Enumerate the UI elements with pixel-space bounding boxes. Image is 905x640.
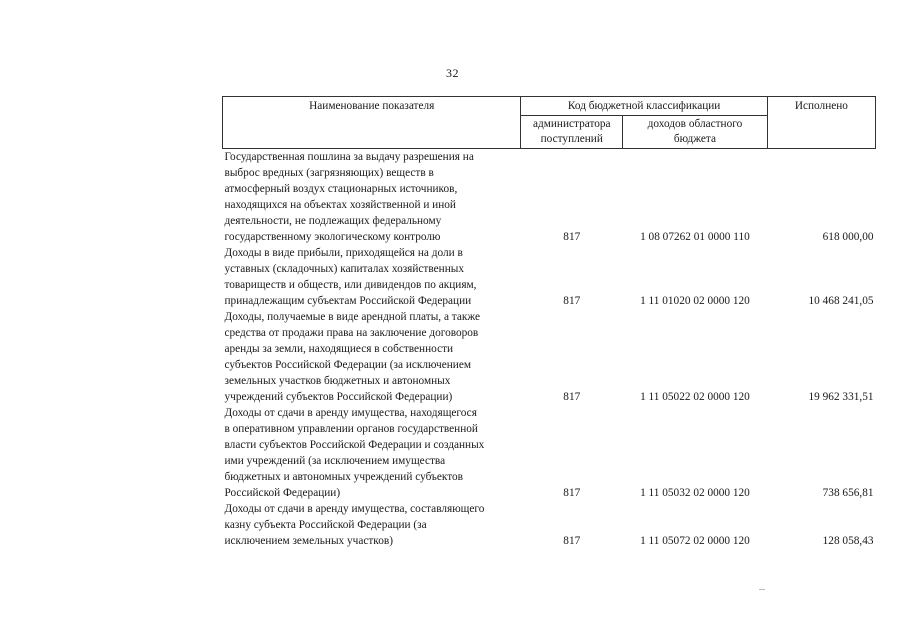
table-row [223,309,876,405]
row-indicator-name [223,245,521,309]
text-line: уставных (складочных) капиталах хозяйственных [224,263,464,275]
table-row [223,245,876,309]
text-line: средства от продажи права на заключение договоров [224,327,479,339]
text-line: исключением земельных участков) [224,535,393,547]
column-header-administrator [521,116,623,149]
text-line: аренды за земли, находящиеся в собственности [224,343,454,355]
column-header-executed: Исполнено [767,97,875,149]
header-line: бюджета [673,133,716,145]
text-line: Государственная пошлина за выдачу разрешения на [224,151,474,163]
row-administrator-code: 817 [563,391,581,403]
row-executed-amount: 128 058,43 [822,535,874,547]
row-indicator-name [223,309,521,405]
table-row [223,501,876,549]
column-header-income-code [623,116,768,149]
text-line: находящихся на объектах хозяйственной и иной [224,199,456,211]
row-budget-code: 1 11 01020 02 0000 120 [640,295,750,307]
row-executed-amount: 738 656,81 [822,487,874,499]
column-header-budget-code: Код бюджетной классификации [521,97,767,116]
text-line: казну субъекта Российской Федерации (за [224,519,427,531]
row-budget-code: 1 11 05032 02 0000 120 [640,487,750,499]
text-line: товариществ и обществ, или дивидендов по акциям, [224,279,477,291]
row-executed-amount: 618 000,00 [822,231,874,243]
table-row [223,149,876,246]
table-row [223,405,876,501]
page-number: 32 [446,66,459,80]
text-line: власти субъектов Российской Федерации и созданных [224,439,485,451]
text-line: ими учреждений (за исключением имущества [224,455,446,467]
row-executed-amount: 19 962 331,51 [808,391,874,403]
text-line: деятельности, не подлежащих федеральному [224,215,442,227]
row-administrator-code: 817 [563,487,581,499]
scan-artifact [759,589,765,590]
header-line: администратора [532,118,611,130]
text-line: Доходы от сдачи в аренду имущества, составляющего [224,503,485,515]
row-budget-code: 1 11 05022 02 0000 120 [640,391,750,403]
text-line: Доходы в виде прибыли, приходящейся на доли в [224,247,463,259]
text-line: в оперативном управлении органов государственной [224,423,478,435]
budget-revenue-table [222,96,876,549]
header-line: поступлений [540,133,603,145]
text-line: субъектов Российской Федерации (за исключением [224,359,472,371]
text-line: бюджетных и автономных учреждений субъектов [224,471,464,483]
text-line: Доходы, получаемые в виде арендной платы, а также [224,311,481,323]
text-line: Российской Федерации) [224,487,341,499]
text-line: учреждений субъектов Российской Федерации) [224,391,453,403]
row-budget-code: 1 11 05072 02 0000 120 [640,535,750,547]
row-administrator-code: 817 [563,295,581,307]
text-line: атмосферный воздух стационарных источников, [224,183,458,195]
row-indicator-name [223,149,521,246]
row-executed-amount: 10 468 241,05 [808,295,874,307]
text-line: Доходы от сдачи в аренду имущества, находящегося [224,407,477,419]
header-line: доходов областного [647,118,743,130]
column-header-name: Наименование показателя [223,97,521,149]
row-administrator-code: 817 [563,535,581,547]
row-budget-code: 1 08 07262 01 0000 110 [640,231,750,243]
row-indicator-name [223,405,521,501]
row-administrator-code: 817 [563,231,581,243]
text-line: земельных участков бюджетных и автономных [224,375,451,387]
text-line: принадлежащим субъектам Российской Федерации [224,295,472,307]
text-line: выброс вредных (загрязняющих) веществ в [224,167,434,179]
row-indicator-name [223,501,521,549]
table-header-row [223,97,876,116]
text-line: государственному экологическому контролю [224,231,441,243]
